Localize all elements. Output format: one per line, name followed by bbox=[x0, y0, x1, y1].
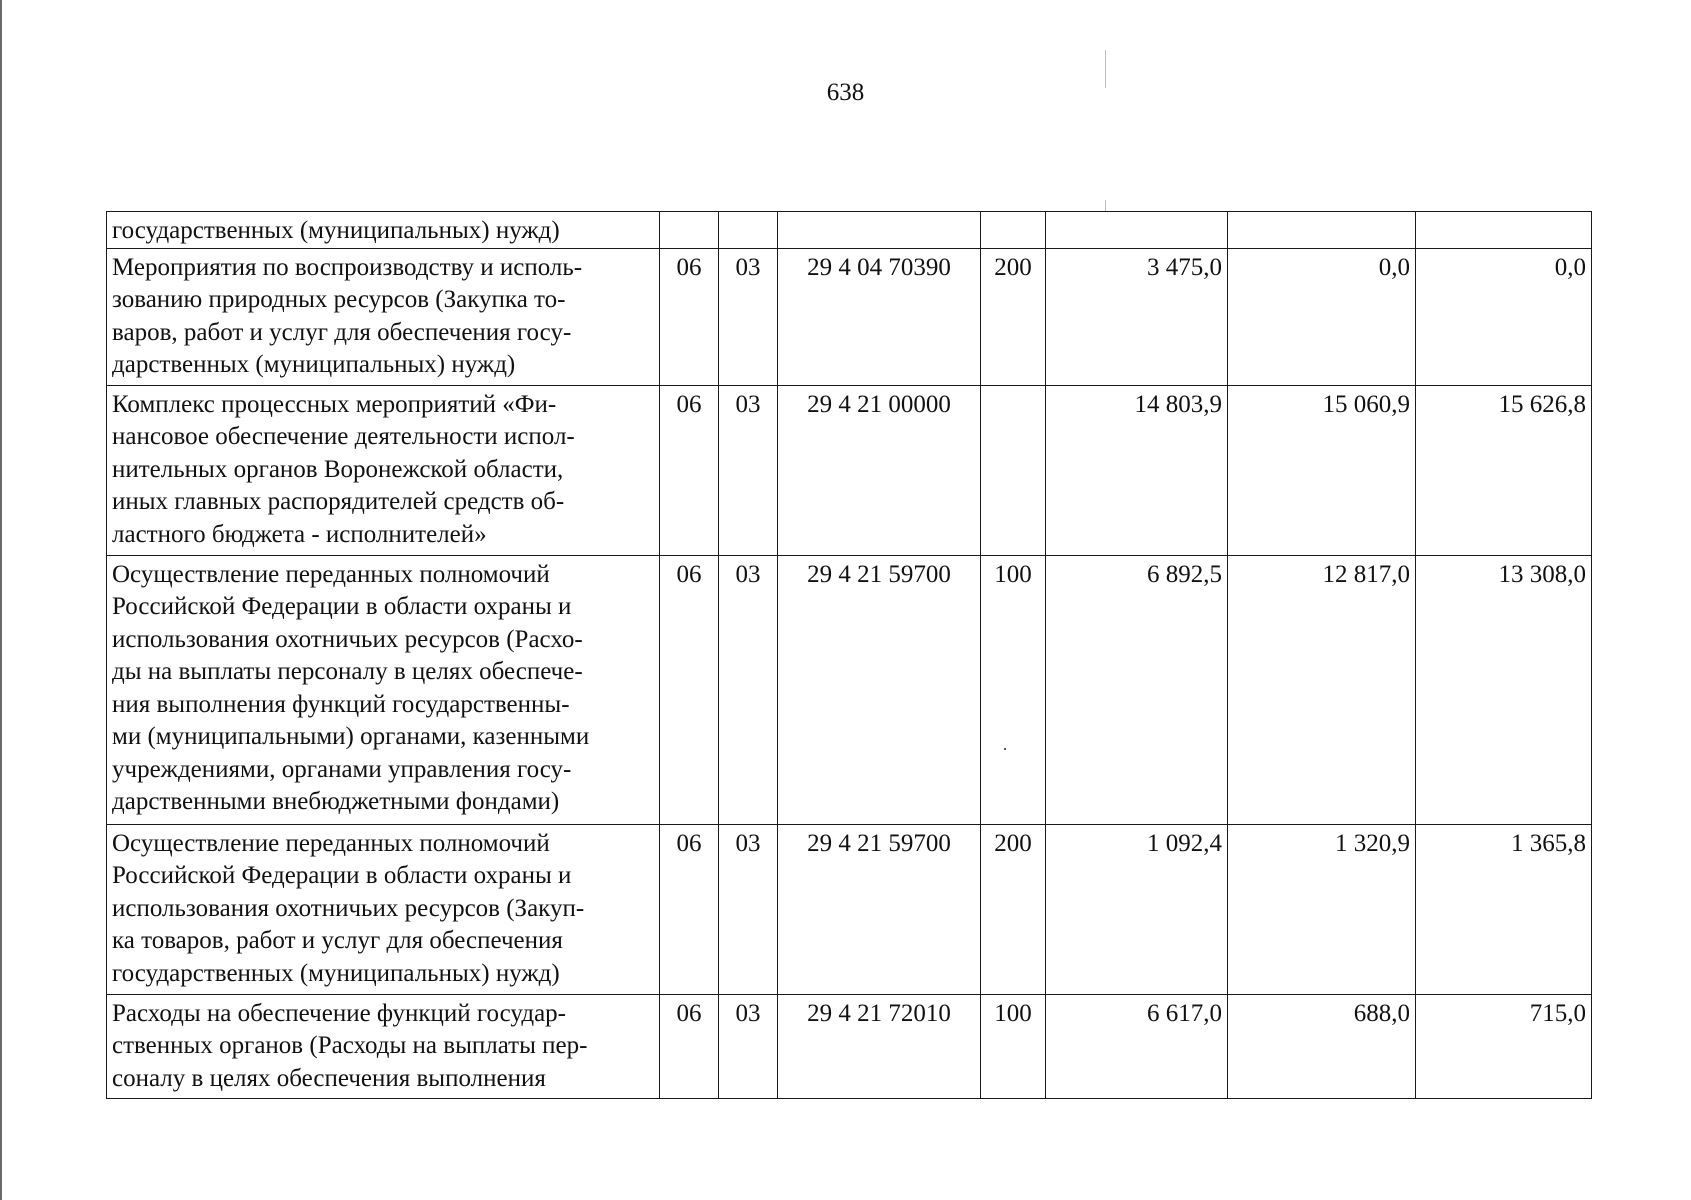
amount-year-1: 14 803,9 bbox=[1046, 385, 1228, 555]
section-code: 06 bbox=[660, 555, 719, 824]
expense-type-code: 200 bbox=[981, 248, 1046, 385]
expense-type-code: 200 bbox=[981, 824, 1046, 994]
amount-year-2: 1 320,9 bbox=[1228, 824, 1416, 994]
amount-year-3: 0,0 bbox=[1416, 248, 1592, 385]
subsection-code bbox=[719, 212, 778, 249]
expense-type-code bbox=[981, 212, 1046, 249]
budget-table bbox=[106, 211, 1592, 1099]
expense-name: Мероприятия по воспроизводству и исполь- зованию природных ресурсов (Закупка то- варов, работ и услуг для обеспечения госу- дарственных (муниципальных) нужд) bbox=[107, 248, 660, 385]
table-row bbox=[107, 555, 1592, 824]
section-code: 06 bbox=[660, 248, 719, 385]
expense-name: государственных (муниципальных) нужд) bbox=[107, 212, 660, 249]
amount-year-2: 688,0 bbox=[1228, 994, 1416, 1098]
target-article-code: 29 4 21 59700 bbox=[778, 824, 981, 994]
subsection-code: 03 bbox=[719, 385, 778, 555]
amount-year-3: 13 308,0 bbox=[1416, 555, 1592, 824]
expense-name: Расходы на обеспечение функций государ- ственных органов (Расходы на выплаты пер- соналу в целях обеспечения выполнения bbox=[107, 994, 660, 1098]
amount-year-2: 12 817,0 bbox=[1228, 555, 1416, 824]
target-article-code: 29 4 04 70390 bbox=[778, 248, 981, 385]
amount-year-3 bbox=[1416, 212, 1592, 249]
amount-year-1: 3 475,0 bbox=[1046, 248, 1228, 385]
amount-year-1: 6 892,5 bbox=[1046, 555, 1228, 824]
subsection-code: 03 bbox=[719, 555, 778, 824]
amount-year-3: 1 365,8 bbox=[1416, 824, 1592, 994]
section-code: 06 bbox=[660, 385, 719, 555]
table-row bbox=[107, 824, 1592, 994]
expense-name: Осуществление переданных полномочий Российской Федерации в области охраны и использования охотничьих ресурсов (Расхо- ды на выплаты персоналу в целях обеспече- ния выполнения функций государственны- ми (муниципальными) органами, казенными учреждениями, органами управления госу- дарственными внебюджетными фондами) bbox=[107, 555, 660, 824]
amount-year-2: 0,0 bbox=[1228, 248, 1416, 385]
target-article-code bbox=[778, 212, 981, 249]
amount-year-3: 15 626,8 bbox=[1416, 385, 1592, 555]
table-row bbox=[107, 212, 1592, 249]
expense-name: Комплекс процессных мероприятий «Фи- нансовое обеспечение деятельности испол- нительных органов Воронежской области, иных главных распорядителей средств об- ластного бюджета - исполнителей» bbox=[107, 385, 660, 555]
amount-year-1: 1 092,4 bbox=[1046, 824, 1228, 994]
amount-year-1 bbox=[1046, 212, 1228, 249]
expense-type-code: 100 bbox=[981, 994, 1046, 1098]
scan-edge bbox=[0, 0, 2, 1200]
amount-year-1: 6 617,0 bbox=[1046, 994, 1228, 1098]
target-article-code: 29 4 21 00000 bbox=[778, 385, 981, 555]
amount-year-3: 715,0 bbox=[1416, 994, 1592, 1098]
section-code: 06 bbox=[660, 994, 719, 1098]
subsection-code: 03 bbox=[719, 248, 778, 385]
section-code: 06 bbox=[660, 824, 719, 994]
table-row bbox=[107, 385, 1592, 555]
target-article-code: 29 4 21 59700 bbox=[778, 555, 981, 824]
table-row bbox=[107, 248, 1592, 385]
expense-type-code: 100 bbox=[981, 555, 1046, 824]
page-number: 638 bbox=[826, 79, 865, 106]
amount-year-2 bbox=[1228, 212, 1416, 249]
amount-year-2: 15 060,9 bbox=[1228, 385, 1416, 555]
table-row bbox=[107, 994, 1592, 1098]
expense-type-code bbox=[981, 385, 1046, 555]
section-code bbox=[660, 212, 719, 249]
subsection-code: 03 bbox=[719, 824, 778, 994]
subsection-code: 03 bbox=[719, 994, 778, 1098]
expense-name: Осуществление переданных полномочий Российской Федерации в области охраны и использования охотничьих ресурсов (Закуп- ка товаров, работ и услуг для обеспечения государственных (муниципальных) нужд) bbox=[107, 824, 660, 994]
target-article-code: 29 4 21 72010 bbox=[778, 994, 981, 1098]
